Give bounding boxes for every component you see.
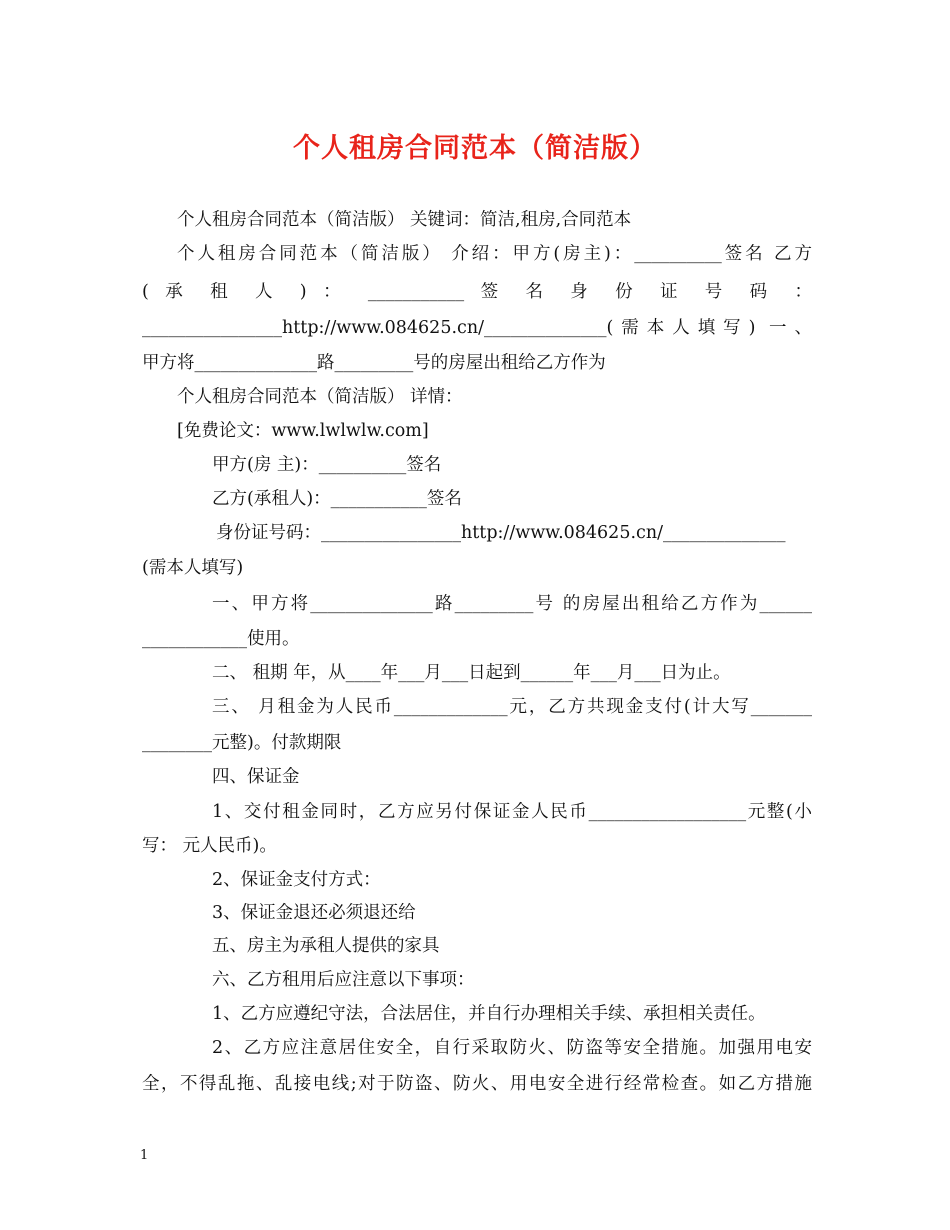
clause-1-line-1: 一、甲方将______________路_________号 的房屋出租给乙方作为______	[212, 594, 812, 614]
clause-4-2-line: 2、保证金支付方式：	[212, 870, 381, 890]
clause-6-1-line: 1、乙方应遵纪守法，合法居住，并自行办理相关手续、承担相关责任。	[212, 1004, 766, 1024]
page-number: 1	[140, 1148, 149, 1163]
details-heading: 个人租房合同范本（简洁版） 详情：	[177, 387, 463, 407]
id-number-line: 身份证号码：________________http://www.084625.cn/______________	[216, 523, 786, 543]
keywords-line: 个人租房合同范本（简洁版） 关键词：简洁,租房,合同范本	[177, 210, 632, 230]
id-note-line: (需本人填写)	[142, 558, 244, 578]
clause-4-heading: 四、保证金	[212, 767, 300, 787]
clause-4-1-line-2: 写： 元人民币)。	[142, 836, 277, 856]
clause-3-line-1: 三、 月租金为人民币_____________元，乙方共现金支付(计大写_______	[212, 697, 812, 717]
clause-6-2-line-1: 2、乙方应注意居住安全，自行采取防火、防盗等安全措施。加强用电安	[212, 1038, 812, 1058]
clause-6-heading: 六、乙方租用后应注意以下事项：	[212, 970, 475, 990]
clause-5-heading: 五、房主为承租人提供的家具	[212, 936, 440, 956]
clause-1-line-2: ____________使用。	[142, 629, 300, 649]
clause-4-3-line: 3、保证金退还必须退还给	[212, 903, 416, 923]
free-paper-link: [免费论文：www.lwlwlw.com]	[177, 421, 429, 441]
intro-line-3: ________________http://www.084625.cn/______________(需本人填写) 一、	[142, 318, 812, 338]
party-a-line: 甲方(房 主)：__________签名	[212, 455, 442, 475]
intro-line-1: 个人租房合同范本（简洁版） 介绍：甲方(房主)：__________签名 乙方	[177, 244, 812, 264]
intro-line-4: 甲方将______________路_________号的房屋出租给乙方作为	[142, 353, 606, 373]
clause-3-line-2: ________元整)。付款期限	[142, 733, 342, 753]
clause-2-line: 二、 租期 年，从____年___月___日起到______年___月___日为止。	[212, 663, 731, 683]
clause-4-1-line-1: 1、交付租金同时，乙方应另付保证金人民币__________________元整(小	[212, 802, 812, 822]
party-b-line: 乙方(承租人)：___________签名	[212, 489, 462, 509]
clause-6-2-line-2: 全，不得乱拖、乱接电线;对于防盗、防火、用电安全进行经常检查。如乙方措施	[142, 1074, 812, 1094]
document-title: 个人租房合同范本（简洁版）	[293, 133, 657, 164]
intro-line-2: ( 承 租 人 ) ： ___________ 签 名 身 份 证 号 码 ：	[142, 282, 812, 302]
